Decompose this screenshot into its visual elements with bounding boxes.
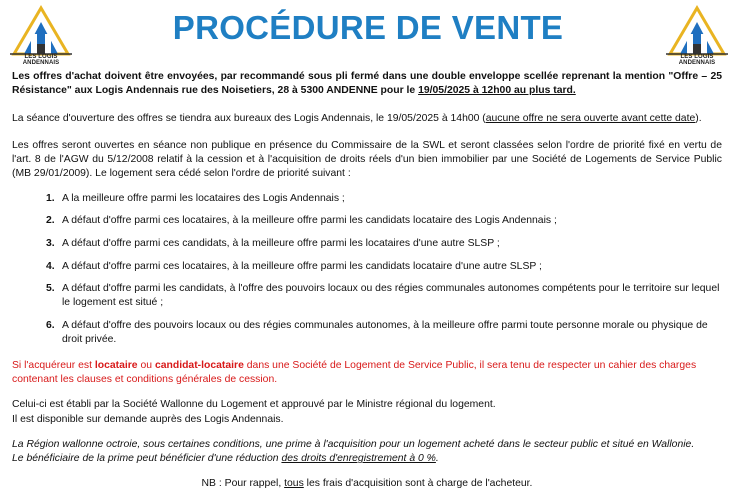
- charges-notice-text: ou: [137, 359, 155, 371]
- logo-caption: LES LOGIS ANDENNAIS: [22, 54, 60, 66]
- list-item-number: 5.: [46, 283, 55, 295]
- list-item-text: A défaut d'offre parmi ces locataires, à la meilleure offre parmi les candidats locataire des Logis Andennais ;: [62, 215, 557, 227]
- charges-notice-text: Si l'acquéreur est: [12, 359, 95, 371]
- list-item: [12, 260, 722, 274]
- nb-underlined: tous: [284, 478, 304, 490]
- list-item: [12, 282, 722, 311]
- candidat-locataire-bold: candidat-locataire: [154, 359, 244, 371]
- region-premium-text: Le bénéficiaire de la prime peut bénéficier d'une réduction: [12, 453, 282, 465]
- document-body: [12, 70, 722, 492]
- list-item-text: A la meilleure offre parmi les locataires des Logis Andennais ;: [62, 192, 345, 204]
- list-item: [12, 214, 722, 228]
- charges-info-line2: Il est disponible sur demande auprès des Logis Andennais.: [12, 413, 284, 425]
- deadline-text: 19/05/2025 à 12h00 au plus tard.: [418, 85, 576, 97]
- list-item-text: A défaut d'offre parmi ces locataires, à la meilleure offre parmi les candidats locataire d'une autre SLSP ;: [62, 260, 542, 272]
- list-item-text: A défaut d'offre parmi ces candidats, à la meilleure offre parmi les locataires d'une autre SLSP ;: [62, 237, 500, 249]
- nb-text-end: les frais d'acquisition sont à charge de l'acheteur.: [303, 478, 533, 490]
- region-premium-line1: La Région wallonne octroie, sous certaines conditions, une prime à l'acquisition pour un logement acheté dans le secteur public et situé en Wallonie.: [12, 438, 695, 450]
- list-item-number: 2.: [46, 215, 55, 227]
- logo-caption: LES LOGIS ANDENNAIS: [678, 54, 716, 66]
- list-item-number: 4.: [46, 260, 55, 272]
- locataire-bold: locataire: [94, 359, 138, 371]
- charges-notice-text: dans une Société de Logement de Service Public, il sera tenu de respecter un cahier des charges contenant les clauses et conditions générales de cession.: [12, 359, 697, 385]
- region-premium-underlined: des droits d'enregistrement à 0 %: [281, 453, 436, 465]
- region-premium-line2: [12, 452, 722, 466]
- list-item-text: A défaut d'offre des pouvoirs locaux ou des régies communales autonomes, à la meilleure offre parmi toute personne morale ou physique de droit privée.: [62, 320, 708, 346]
- list-item-number: 1.: [46, 192, 55, 204]
- list-item-number: 3.: [46, 237, 55, 249]
- session-text: La séance d'ouverture des offres se tiendra aux bureaux des Logis Andennais, le 19/05/2025 à 14h00 (: [12, 112, 486, 124]
- priority-list: [12, 192, 722, 348]
- intro-paragraph: [12, 70, 722, 99]
- charges-notice: [12, 359, 722, 388]
- nb-note: [12, 477, 722, 491]
- page-title: PROCÉDURE DE VENTE: [172, 9, 564, 46]
- session-end: ).: [695, 112, 702, 124]
- list-item: [12, 319, 722, 348]
- list-item-text: A défaut d'offre parmi les candidats, à l'offre des pouvoirs locaux ou des régies communales autonomes compétents pour le territoire sur lequel le logement est situé ;: [62, 283, 720, 309]
- nb-text: NB : Pour rappel,: [201, 478, 285, 490]
- region-premium-end: .: [435, 453, 439, 465]
- session-paragraph: [12, 112, 722, 126]
- list-item: [12, 237, 722, 251]
- list-item: [12, 192, 722, 206]
- charges-info-line1: Celui-ci est établi par la Société Wallonne du Logement et approuvé par le Ministre régional du logement.: [12, 399, 496, 411]
- list-item-number: 6.: [46, 320, 55, 332]
- session-underlined: aucune offre ne sera ouverte avant cette date: [485, 112, 696, 124]
- intro-text: Les offres d'achat doivent être envoyées, par recommandé sous pli fermé dans une double enveloppe scellée reprenant la mention "Offre – 25 Résistance" aux Logis Andennais rue des Noisetiers, 28 à 5300 ANDENNE pour le: [12, 71, 722, 97]
- opening-rules-paragraph: Les offres seront ouvertes en séance non publique en présence du Commissaire de la SWL et seront classées selon l'ordre de priorité fixé en vertu de l'art. 8 de l'AGW du 5/12/2008 relatif à la cession et à l'acquisition de droits réels d'un bien immobilier par une Société de Logements de Service Public (MB 29/01/2009). Le logement sera cédé selon l'ordre de priorité suivant :: [12, 139, 722, 180]
